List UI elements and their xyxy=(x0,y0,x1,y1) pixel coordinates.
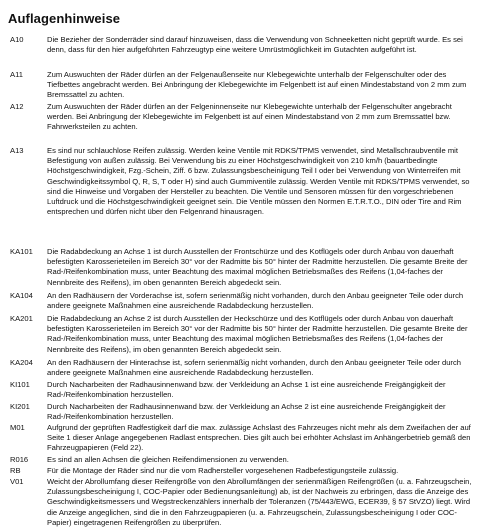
condition-text: An den Radhäusern der Hinterachse ist, sofern serienmäßig nicht vorhanden, durch den Anbau geeigneter Teile oder durch andere geeignete Maßnahmen eine ausreichende Radabdeckung herzustellen. xyxy=(47,358,461,378)
condition-text: Die Radabdeckung an Achse 1 ist durch Ausstellen der Frontschürze und des Kotflügels oder durch Anbau von dauerhaft befestigten Karosserieteilen im Bereich 30° vor der Radmitte bis 50° hinter der Radmitte herzustellen. Die gesamte Breite der Rad-/Reifenkombination muss, unter Beachtung des maximal möglichen Betriebsmaßes des Reifens (1,04-faches der Nennbreite des Reifens), im oben genannten Bereich abgedeckt sein. xyxy=(47,247,468,287)
condition-code: A13 xyxy=(10,146,24,155)
condition-text: An den Radhäusern der Vorderachse ist, sofern serienmäßig nicht vorhanden, durch den Anbau geeigneter Teile oder durch andere geeignete Maßnahmen eine ausreichende Radabdeckung herzustellen. xyxy=(47,291,464,311)
condition-code: A11 xyxy=(10,70,23,79)
condition-text: Zum Auswuchten der Räder dürfen an der Felgenaußenseite nur Klebegewichte unterhalb der Felgenschulter oder des Tiefbettes angebracht werden. Bei Anbringung der Klebegewichte im Felgenbett ist auf einen Mindestabstand von 2 mm zum Bremssattel zu achten. xyxy=(47,70,467,100)
condition-text: Für die Montage der Räder sind nur die vom Radhersteller vorgesehenen Radbefestigungsteile zulässig. xyxy=(47,466,399,475)
condition-text: Aufgrund der geprüften Radfestigkeit darf die max. zulässige Achslast des Fahrzeuges nicht mehr als dem Zweifachen der auf Seite 1 dieser Anlage angegebenen Radlast entsprechen. Dies gilt auch bei erhöhter Achslast im Anhängerbetrieb gemäß den Fahrzeugpapieren (Feld 22). xyxy=(47,423,471,453)
condition-text: Es sind an allen Achsen die gleichen Reifendimensionen zu verwenden. xyxy=(47,455,289,464)
condition-text: Es sind nur schlauchlose Reifen zulässig. Werden keine Ventile mit RDKS/TPMS verwendet, sind Metallschraubventile mit Befestigung von außen zulässig. Bei Verwendung bis zu einer Höchstgeschwindigkeit von 210 km/h (bauartbedingte Höchstgeschwindigkeit, Fzg.-Schein, Ziff. 6 bzw. Zulassungsbescheinigung Teil I oder bei Verwendung von Winterreifen mit Geschwindigkeitssymbol Q, R, S, T oder H) sind auch Gummiventile zulässig. Werden Ventile mit RDKS/TPMS verwendet, so sind die Hinweise und Vorgaben der Hersteller zu beachten. Die Ventile und Sensoren müssen für den vorgeschriebenen Luftdruck und die Höchstgeschwindigkeit geeignet sein. Die Ventile müssen den Normen E.T.R.T.O., DIN oder Tire and Rim entsprechen und dürfen nicht über den Felgenrand hinausragen. xyxy=(47,146,470,217)
condition-code: KI101 xyxy=(10,380,30,389)
condition-text: Zum Auswuchten der Räder dürfen an der Felgeninnenseite nur Klebegewichte unterhalb der Felgenschulter angebracht werden. Bei Anbringung der Klebegewichte im Felgenbett ist auf einen Mindestabstand von 2 mm zum Bremssattel bzw. Fahrwerksteilen zu achten. xyxy=(47,102,452,132)
condition-code: A10 xyxy=(10,35,24,44)
condition-code: RB xyxy=(10,466,21,475)
condition-code: M01 xyxy=(10,423,25,432)
condition-code: V01 xyxy=(10,477,24,486)
condition-code: KA101 xyxy=(10,247,33,256)
condition-text: Weicht der Abrollumfang dieser Reifengröße von den Abrollumfängen der serienmäßigen Reifengrößen (u. a. Fahrzeugschein, Zulassungsbescheinigung I, COC-Papier oder Bedienungsanleitung) ab, ist der Nachweis zu erbringen, dass die Anzeige des Geschwindigkeitsmessers und Wegstreckenzählers innerhalb der Toleranzen (75/443/EWG, ECER39, § 57 StVZO) liegt. Wird die Anzeige angeglichen, sind die in den Fahrzeugpapieren (u. a. Fahrzeugschein, Zulassungsbescheinigung I oder COC-Papier) eingetragenen Reifengrößen zu überprüfen. xyxy=(47,477,472,527)
page-title: Auflagenhinweise xyxy=(8,11,121,26)
condition-code: KA204 xyxy=(10,358,33,367)
condition-code: KA104 xyxy=(10,291,33,300)
condition-text: Durch Nacharbeiten der Radhausinnenwand bzw. der Verkleidung an Achse 1 ist eine ausreichende Freigängigkeit der Rad-/Reifenkombination herzustellen. xyxy=(47,380,446,400)
condition-text: Durch Nacharbeiten der Radhausinnenwand bzw. der Verkleidung an Achse 2 ist eine ausreichende Freigängigkeit der Rad-/Reifenkombination herzustellen. xyxy=(47,402,446,422)
condition-code: A12 xyxy=(10,102,24,111)
condition-code: KA201 xyxy=(10,314,33,323)
condition-text: Die Radabdeckung an Achse 2 ist durch Ausstellen der Heckschürze und des Kotflügels oder durch Anbau von dauerhaft befestigten Karosserieteilen im Bereich 30° vor der Radmitte bis 50° hinter der Radmitte herzustellen. Die gesamte Breite der Rad-/Reifenkombination muss, unter Beachtung des maximal möglichen Betriebsmaßes des Reifens (1,04-faches der Nennbreite des Reifens), im oben genannten Bereich abgedeckt sein. xyxy=(47,314,468,354)
condition-code: KI201 xyxy=(10,402,30,411)
condition-text: Die Bezieher der Sonderräder sind darauf hinzuweisen, dass die Verwendung von Schneeketten nicht geprüft wurde. Es sei denn, dass für den hier aufgeführten Fahrzeugtyp eine weitere Umrüstmöglichkeit im Gutachten aufgeführt ist. xyxy=(47,35,463,55)
condition-code: R016 xyxy=(10,455,29,464)
